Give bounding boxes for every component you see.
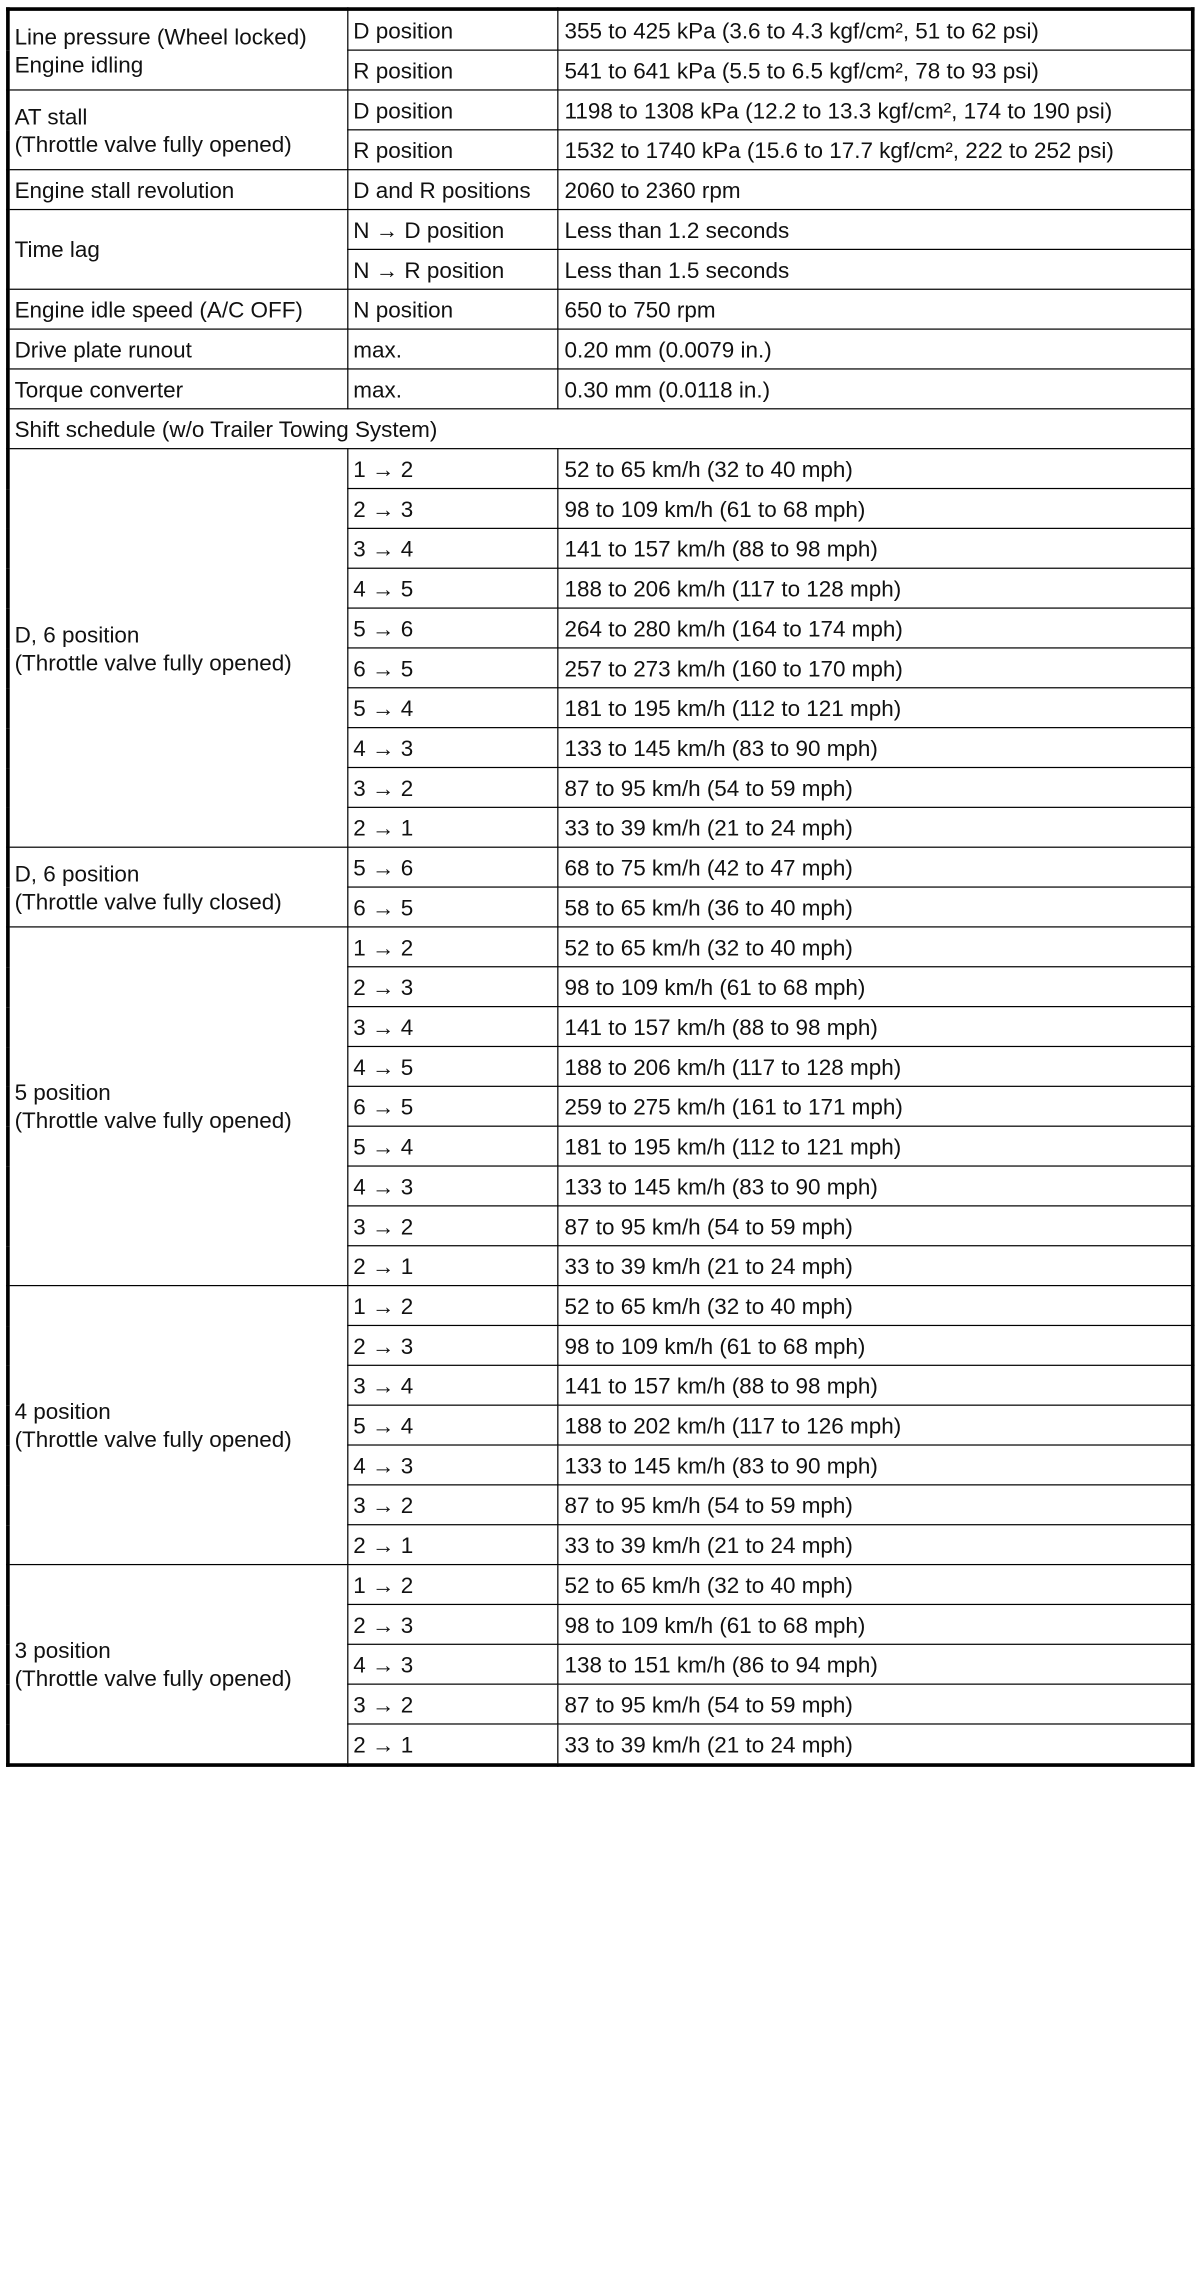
value-cell: 52 to 65 km/h (32 to 40 mph) [558, 1286, 1193, 1326]
condition-cell: N → R position [348, 249, 558, 289]
table-row [8, 927, 1193, 967]
value-cell: 541 to 641 kPa (5.5 to 6.5 kgf/cm², 78 to 93 psi) [558, 50, 1193, 90]
table-row [8, 329, 1193, 369]
condition-cell: 5 → 4 [348, 1405, 558, 1445]
value-cell: 181 to 195 km/h (112 to 121 mph) [558, 1126, 1193, 1166]
item-label: Drive plate runout [8, 329, 348, 369]
value-cell: 33 to 39 km/h (21 to 24 mph) [558, 1246, 1193, 1286]
value-cell: 52 to 65 km/h (32 to 40 mph) [558, 927, 1193, 967]
value-cell: 52 to 65 km/h (32 to 40 mph) [558, 449, 1193, 489]
value-cell: 650 to 750 rpm [558, 289, 1193, 329]
value-cell: 33 to 39 km/h (21 to 24 mph) [558, 1525, 1193, 1565]
condition-cell: D and R positions [348, 170, 558, 210]
condition-cell: 2 → 1 [348, 807, 558, 847]
table-row [8, 1286, 1193, 1326]
condition-cell: D position [348, 9, 558, 50]
value-cell: 87 to 95 km/h (54 to 59 mph) [558, 1684, 1193, 1724]
value-cell: 355 to 425 kPa (3.6 to 4.3 kgf/cm², 51 to 62 psi) [558, 9, 1193, 50]
condition-cell: N position [348, 289, 558, 329]
item-label: Engine idle speed (A/C OFF) [8, 289, 348, 329]
value-cell: 138 to 151 km/h (86 to 94 mph) [558, 1644, 1193, 1684]
item-label: 4 position (Throttle valve fully opened) [8, 1286, 348, 1565]
section-heading: Shift schedule (w/o Trailer Towing System) [8, 409, 1193, 449]
table-row [8, 9, 1193, 50]
item-label: Torque converter [8, 369, 348, 409]
condition-cell: 4 → 3 [348, 1445, 558, 1485]
condition-cell: R position [348, 130, 558, 170]
specification-table [6, 7, 1195, 1767]
condition-cell: 4 → 3 [348, 728, 558, 768]
value-cell: 181 to 195 km/h (112 to 121 mph) [558, 688, 1193, 728]
condition-cell: 4 → 5 [348, 1046, 558, 1086]
value-cell: 98 to 109 km/h (61 to 68 mph) [558, 967, 1193, 1007]
condition-cell: 4 → 3 [348, 1166, 558, 1206]
value-cell: 257 to 273 km/h (160 to 170 mph) [558, 648, 1193, 688]
value-cell: 33 to 39 km/h (21 to 24 mph) [558, 807, 1193, 847]
condition-cell: 2 → 3 [348, 967, 558, 1007]
value-cell: 188 to 206 km/h (117 to 128 mph) [558, 568, 1193, 608]
condition-cell: max. [348, 369, 558, 409]
value-cell: 87 to 95 km/h (54 to 59 mph) [558, 767, 1193, 807]
value-cell: 141 to 157 km/h (88 to 98 mph) [558, 528, 1193, 568]
condition-cell: 6 → 5 [348, 648, 558, 688]
value-cell: 1198 to 1308 kPa (12.2 to 13.3 kgf/cm², 174 to 190 psi) [558, 90, 1193, 130]
value-cell: Less than 1.2 seconds [558, 210, 1193, 250]
table-row [8, 210, 1193, 250]
value-cell: 87 to 95 km/h (54 to 59 mph) [558, 1206, 1193, 1246]
value-cell: Less than 1.5 seconds [558, 249, 1193, 289]
value-cell: 133 to 145 km/h (83 to 90 mph) [558, 1166, 1193, 1206]
table-row [8, 289, 1193, 329]
specification-table-body [8, 9, 1193, 1765]
value-cell: 33 to 39 km/h (21 to 24 mph) [558, 1724, 1193, 1765]
value-cell: 1532 to 1740 kPa (15.6 to 17.7 kgf/cm², 222 to 252 psi) [558, 130, 1193, 170]
value-cell: 68 to 75 km/h (42 to 47 mph) [558, 847, 1193, 887]
value-cell: 98 to 109 km/h (61 to 68 mph) [558, 489, 1193, 529]
value-cell: 264 to 280 km/h (164 to 174 mph) [558, 608, 1193, 648]
table-row [8, 90, 1193, 130]
value-cell: 0.30 mm (0.0118 in.) [558, 369, 1193, 409]
condition-cell: R position [348, 50, 558, 90]
condition-cell: N → D position [348, 210, 558, 250]
condition-cell: 3 → 4 [348, 528, 558, 568]
value-cell: 188 to 202 km/h (117 to 126 mph) [558, 1405, 1193, 1445]
condition-cell: 2 → 1 [348, 1246, 558, 1286]
value-cell: 2060 to 2360 rpm [558, 170, 1193, 210]
value-cell: 259 to 275 km/h (161 to 171 mph) [558, 1086, 1193, 1126]
table-row [8, 847, 1193, 887]
value-cell: 188 to 206 km/h (117 to 128 mph) [558, 1046, 1193, 1086]
value-cell: 87 to 95 km/h (54 to 59 mph) [558, 1485, 1193, 1525]
condition-cell: 4 → 3 [348, 1644, 558, 1684]
table-row [8, 449, 1193, 489]
condition-cell: 3 → 2 [348, 767, 558, 807]
condition-cell: 3 → 2 [348, 1485, 558, 1525]
item-label: Engine stall revolution [8, 170, 348, 210]
condition-cell: 1 → 2 [348, 1286, 558, 1326]
value-cell: 58 to 65 km/h (36 to 40 mph) [558, 887, 1193, 927]
item-label: 3 position (Throttle valve fully opened) [8, 1565, 348, 1765]
condition-cell: 1 → 2 [348, 449, 558, 489]
value-cell: 98 to 109 km/h (61 to 68 mph) [558, 1325, 1193, 1365]
item-label: D, 6 position (Throttle valve fully opened) [8, 449, 348, 848]
condition-cell: 3 → 4 [348, 1007, 558, 1047]
condition-cell: 3 → 2 [348, 1684, 558, 1724]
table-row [8, 170, 1193, 210]
table-row [8, 369, 1193, 409]
condition-cell: 1 → 2 [348, 1565, 558, 1605]
value-cell: 0.20 mm (0.0079 in.) [558, 329, 1193, 369]
condition-cell: 5 → 4 [348, 688, 558, 728]
condition-cell: 6 → 5 [348, 1086, 558, 1126]
condition-cell: 4 → 5 [348, 568, 558, 608]
condition-cell: 2 → 3 [348, 489, 558, 529]
value-cell: 52 to 65 km/h (32 to 40 mph) [558, 1565, 1193, 1605]
condition-cell: 2 → 1 [348, 1724, 558, 1765]
condition-cell: 2 → 1 [348, 1525, 558, 1565]
table-row [8, 1565, 1193, 1605]
condition-cell: 1 → 2 [348, 927, 558, 967]
condition-cell: 2 → 3 [348, 1604, 558, 1644]
item-label: 5 position (Throttle valve fully opened) [8, 927, 348, 1286]
item-label: Line pressure (Wheel locked) Engine idling [8, 9, 348, 90]
table-row [8, 409, 1193, 449]
condition-cell: 3 → 4 [348, 1365, 558, 1405]
item-label: Time lag [8, 210, 348, 290]
condition-cell: 6 → 5 [348, 887, 558, 927]
condition-cell: 2 → 3 [348, 1325, 558, 1365]
condition-cell: max. [348, 329, 558, 369]
condition-cell: 3 → 2 [348, 1206, 558, 1246]
value-cell: 141 to 157 km/h (88 to 98 mph) [558, 1365, 1193, 1405]
condition-cell: 5 → 4 [348, 1126, 558, 1166]
condition-cell: 5 → 6 [348, 847, 558, 887]
condition-cell: 5 → 6 [348, 608, 558, 648]
item-label: AT stall (Throttle valve fully opened) [8, 90, 348, 170]
value-cell: 133 to 145 km/h (83 to 90 mph) [558, 728, 1193, 768]
value-cell: 98 to 109 km/h (61 to 68 mph) [558, 1604, 1193, 1644]
condition-cell: D position [348, 90, 558, 130]
value-cell: 141 to 157 km/h (88 to 98 mph) [558, 1007, 1193, 1047]
value-cell: 133 to 145 km/h (83 to 90 mph) [558, 1445, 1193, 1485]
item-label: D, 6 position (Throttle valve fully closed) [8, 847, 348, 927]
